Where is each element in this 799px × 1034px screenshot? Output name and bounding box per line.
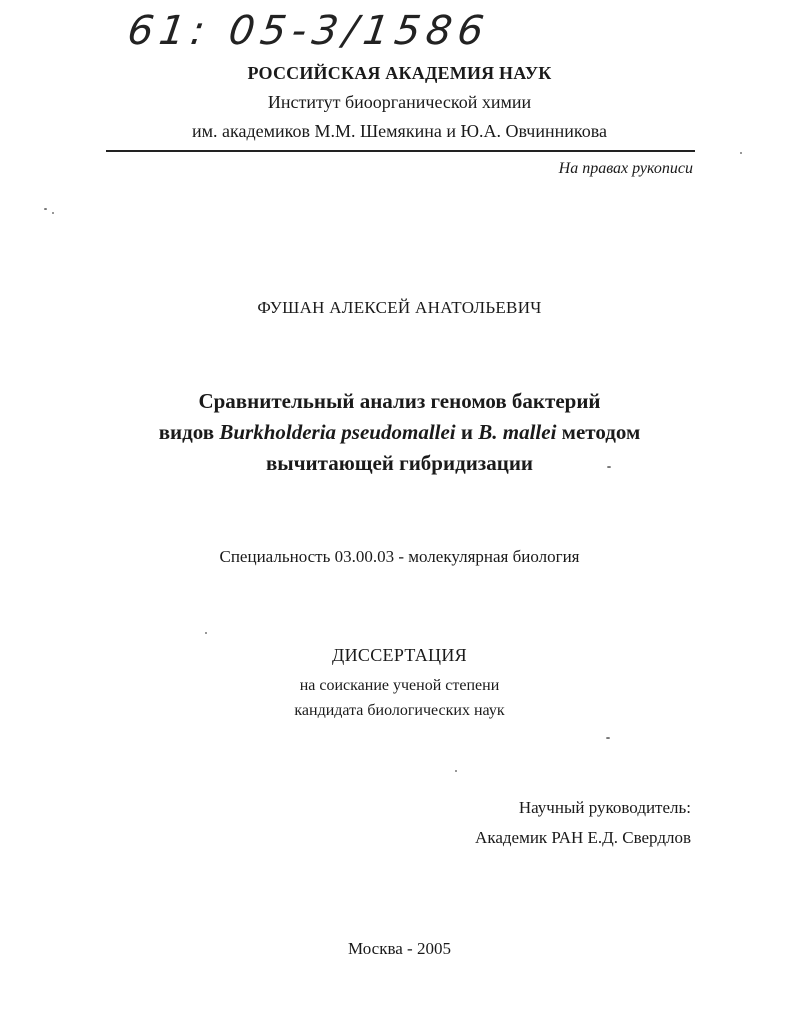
scan-speck: [52, 212, 54, 214]
title-line-2-and: и: [455, 420, 479, 444]
header-divider: [106, 150, 695, 152]
handwritten-archive-mark: 61: 05-3/1586: [124, 8, 493, 54]
scan-speck: [740, 152, 742, 154]
title-line-1: Сравнительный анализ геномов бактерий: [198, 389, 601, 413]
scan-speck: [606, 737, 610, 739]
institute-named-after: им. академиков М.М. Шемякина и Ю.А. Овчинникова: [192, 121, 607, 141]
institute-name: Институт биоорганической химии: [267, 92, 532, 112]
specialty: Специальность 03.00.03 - молекулярная биология: [219, 547, 580, 566]
academy-name: РОССИЙСКАЯ АКАДЕМИЯ НАУК: [247, 63, 552, 83]
author-name: ФУШАН АЛЕКСЕЙ АНАТОЛЬЕВИЧ: [257, 298, 542, 317]
scan-speck: [455, 770, 457, 772]
city-year: Москва - 2005: [348, 939, 451, 958]
title-line-2-suffix: методом: [556, 420, 641, 444]
title-species-1: Burkholderia pseudomallei: [219, 420, 456, 444]
title-line-2: [0, 417, 799, 448]
rights-notice: На правах рукописи: [558, 160, 693, 177]
scan-speck: [205, 632, 207, 634]
document-type: ДИССЕРТАЦИЯ: [332, 645, 467, 665]
supervisor-name: Академик РАН Е.Д. Свердлов: [475, 828, 691, 847]
degree-line-1: на соискание ученой степени: [299, 677, 500, 694]
title-line-2-prefix: видов: [158, 420, 220, 444]
dissertation-title: [0, 386, 799, 479]
scan-speck: [607, 466, 611, 468]
title-species-2: B. mallei: [478, 420, 557, 444]
title-line-3: вычитающей гибридизации: [265, 451, 534, 475]
degree-line-2: кандидата биологических наук: [294, 702, 505, 719]
scan-speck: [44, 208, 47, 210]
supervisor-label: Научный руководитель:: [518, 798, 691, 817]
